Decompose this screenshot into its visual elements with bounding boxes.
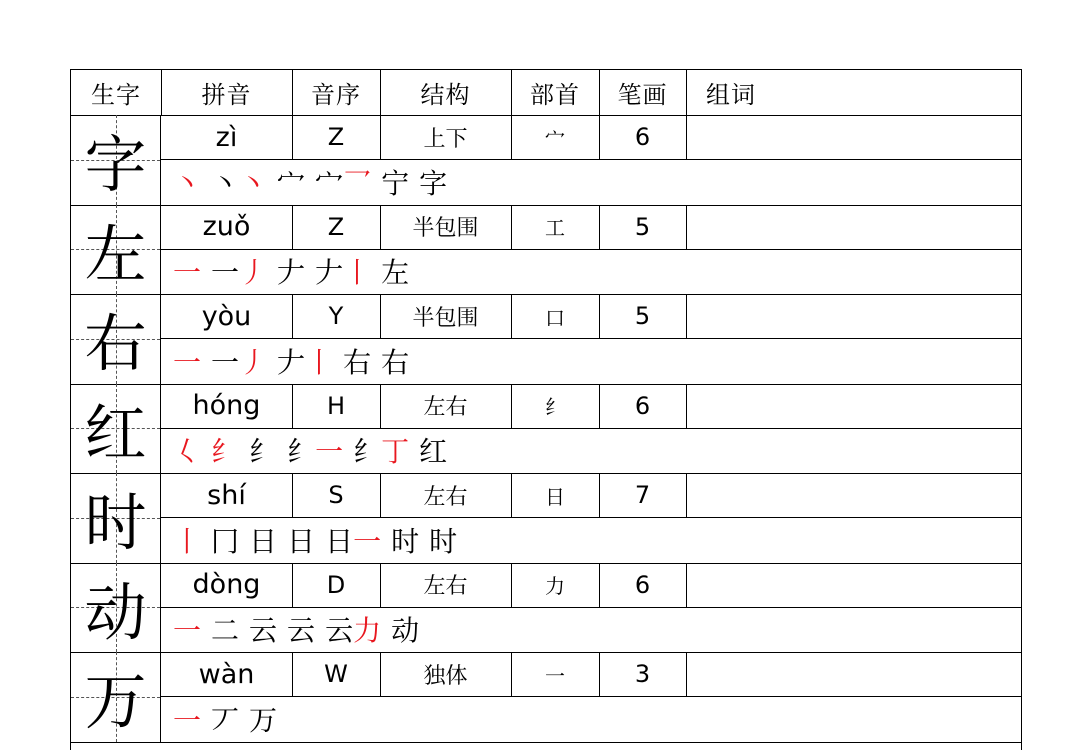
divider [292, 473, 293, 517]
stroke-count-cell: 6 [634, 391, 651, 420]
stroke-step [325, 520, 381, 560]
stroke-count-cell: 5 [634, 212, 651, 241]
stroke-step [325, 609, 381, 649]
divider [599, 563, 600, 607]
divider [511, 473, 512, 517]
stroke-written: 一 [211, 345, 240, 379]
divider [380, 563, 381, 607]
stroke-step [249, 699, 277, 739]
stroke-step [249, 609, 277, 649]
info-row [161, 115, 1021, 160]
stroke-new: 丿 [239, 256, 268, 290]
stroke-order-row [161, 249, 1021, 295]
yinxu-cell: W [324, 660, 348, 688]
stroke-step [277, 162, 305, 202]
divider [380, 384, 381, 428]
divider [161, 70, 162, 115]
stroke-step [315, 162, 371, 202]
pinyin-cell: zì [215, 121, 238, 153]
header-shengzi: 生字 [91, 81, 141, 109]
character-entry [71, 115, 1021, 206]
stroke-written: 宀 [277, 166, 306, 200]
radical-cell: 纟 [545, 395, 565, 419]
radical-cell: 一 [545, 663, 565, 688]
stroke-written: 云 [325, 614, 354, 648]
character-entry [71, 652, 1021, 743]
stroke-step [211, 162, 267, 202]
radical-cell: 口 [545, 305, 565, 330]
stroke-new: 丶 [173, 166, 202, 200]
divider [511, 652, 512, 696]
stroke-written: 日 [325, 524, 354, 558]
divider [599, 70, 600, 115]
stroke-written: 纟 [287, 435, 316, 469]
zuci-cell [686, 205, 1021, 249]
divider [292, 652, 293, 696]
stroke-written: 日 [249, 524, 278, 558]
divider [686, 70, 687, 115]
stroke-written: 右 [343, 345, 372, 379]
divider [599, 384, 600, 428]
stroke-written: 日 [287, 524, 316, 558]
stroke-order-row [161, 159, 1021, 205]
divider [380, 473, 381, 517]
divider [686, 563, 687, 607]
large-character: 左 [84, 217, 147, 291]
stroke-step [429, 520, 457, 560]
stroke-new: 丁 [381, 435, 410, 469]
divider [686, 384, 687, 428]
stroke-step [211, 699, 239, 739]
pinyin-cell: dòng [192, 569, 261, 600]
stroke-order-row [161, 696, 1021, 742]
stroke-step [173, 251, 201, 291]
stroke-written: 云 [249, 614, 278, 648]
stroke-written: 字 [419, 166, 448, 200]
stroke-step [315, 251, 371, 291]
stroke-written: 二 [211, 614, 240, 648]
stroke-written: 宀 [315, 166, 344, 200]
stroke-written: 万 [249, 703, 278, 737]
character-practice-box [71, 384, 161, 474]
header-yinxu: 音序 [311, 81, 361, 109]
divider [511, 115, 512, 159]
large-character: 字 [84, 128, 147, 202]
divider [292, 115, 293, 159]
yinxu-cell: Y [328, 302, 344, 330]
stroke-step [173, 430, 201, 470]
divider [511, 384, 512, 428]
yinxu-cell: Z [327, 123, 345, 151]
stroke-written: 宁 [381, 166, 410, 200]
stroke-count-cell: 5 [634, 302, 651, 330]
stroke-written: 时 [391, 524, 420, 558]
divider [511, 70, 512, 115]
stroke-count-cell: 7 [634, 481, 651, 509]
info-row [161, 563, 1021, 608]
character-entry [71, 205, 1021, 296]
zuci-cell [686, 294, 1021, 338]
stroke-new: 丨 [343, 256, 372, 290]
zuci-cell [686, 384, 1021, 428]
header-structure: 结构 [420, 81, 471, 109]
large-character: 时 [84, 486, 147, 560]
header-row [71, 70, 1021, 116]
stroke-count-cell: 6 [634, 123, 651, 151]
character-entry [71, 563, 1021, 654]
info-row [161, 384, 1021, 429]
stroke-order-row [161, 607, 1021, 653]
divider [380, 70, 381, 115]
stroke-written: 𠂇 [277, 345, 306, 379]
divider [511, 294, 512, 338]
stroke-new: 一 [173, 256, 202, 290]
radical-cell: 日 [545, 484, 565, 509]
info-row [161, 473, 1021, 518]
divider [599, 115, 600, 159]
stroke-step [343, 341, 371, 381]
large-character: 红 [84, 396, 147, 470]
header-radical: 部首 [530, 81, 580, 109]
divider [380, 294, 381, 338]
divider [599, 294, 600, 338]
stroke-written: 云 [287, 614, 316, 648]
stroke-step [277, 341, 333, 381]
stroke-new: 丨 [305, 345, 334, 379]
character-practice-box [71, 563, 161, 653]
stroke-step [211, 430, 239, 470]
stroke-step [381, 251, 409, 291]
stroke-step [173, 162, 201, 202]
pinyin-cell: zuǒ [202, 211, 251, 242]
structure-cell: 上下 [423, 126, 468, 152]
pinyin-cell: wàn [198, 658, 255, 690]
stroke-written: 𠂇 [315, 256, 344, 290]
divider [380, 115, 381, 159]
stroke-written: 红 [419, 435, 448, 469]
stroke-new: 𡿨 [173, 435, 202, 469]
info-row [161, 652, 1021, 697]
stroke-step [381, 341, 409, 381]
stroke-new: 一 [353, 524, 382, 558]
large-character: 动 [84, 575, 147, 649]
character-entry [71, 294, 1021, 385]
radical-cell: 宀 [545, 126, 565, 151]
stroke-step [173, 609, 201, 649]
stroke-step [173, 341, 201, 381]
header-zuci: 组词 [706, 81, 756, 109]
divider [292, 205, 293, 249]
large-character: 万 [84, 665, 147, 739]
stroke-step [419, 162, 447, 202]
header-strokes: 笔画 [617, 81, 668, 109]
yinxu-cell: Z [327, 212, 345, 241]
divider [511, 205, 512, 249]
stroke-step [249, 520, 277, 560]
divider [599, 205, 600, 249]
divider [292, 70, 293, 115]
character-practice-box [71, 115, 161, 205]
divider [686, 205, 687, 249]
stroke-new: 丨 [173, 524, 202, 558]
divider [380, 652, 381, 696]
pinyin-cell: hóng [192, 390, 261, 421]
stroke-written: 丆 [211, 703, 240, 737]
large-character: 右 [84, 307, 147, 381]
divider [599, 473, 600, 517]
character-practice-box [71, 652, 161, 742]
stroke-step [287, 520, 315, 560]
divider [686, 473, 687, 517]
stroke-count-cell: 3 [634, 660, 651, 688]
stroke-written: 时 [429, 524, 458, 558]
stroke-new: 丿 [239, 345, 268, 379]
pinyin-cell: yòu [201, 300, 252, 332]
stroke-step [211, 251, 267, 291]
stroke-new: 一 [173, 345, 202, 379]
stroke-step [353, 430, 409, 470]
stroke-step [211, 609, 239, 649]
divider [292, 384, 293, 428]
stroke-step [287, 430, 343, 470]
character-practice-box [71, 294, 161, 384]
character-entry [71, 384, 1021, 475]
stroke-new: 一 [173, 703, 202, 737]
divider [686, 652, 687, 696]
stroke-order-row [161, 338, 1021, 384]
divider [380, 205, 381, 249]
yinxu-cell: S [328, 481, 344, 509]
divider [292, 294, 293, 338]
stroke-written: 左 [381, 256, 410, 290]
stroke-order-row [161, 517, 1021, 563]
structure-cell: 左右 [423, 395, 468, 420]
stroke-written: 冂 [211, 524, 240, 558]
stroke-count-cell: 6 [634, 570, 651, 599]
stroke-written: 丶 [211, 166, 240, 200]
stroke-written: 右 [381, 345, 410, 379]
zuci-cell [686, 115, 1021, 159]
zuci-cell [686, 652, 1021, 696]
stroke-written: 𠂇 [277, 256, 306, 290]
stroke-new: 一 [173, 614, 202, 648]
structure-cell: 独体 [423, 663, 468, 689]
stroke-written: 纟 [249, 435, 278, 469]
stroke-written: 纟 [353, 435, 382, 469]
character-practice-box [71, 473, 161, 563]
yinxu-cell: H [326, 391, 346, 420]
stroke-step [173, 520, 201, 560]
stroke-written: 动 [391, 614, 420, 648]
divider [686, 115, 687, 159]
divider [686, 294, 687, 338]
stroke-step [211, 520, 239, 560]
character-entry [71, 473, 1021, 564]
stroke-written: 一 [211, 256, 240, 290]
divider [511, 563, 512, 607]
pinyin-cell: shí [207, 479, 246, 511]
stroke-step [391, 520, 419, 560]
stroke-new: 丶 [239, 166, 268, 200]
zuci-cell [686, 563, 1021, 607]
stroke-step [287, 609, 315, 649]
stroke-new: 乛 [343, 166, 372, 200]
stroke-step [173, 699, 201, 739]
stroke-step [391, 609, 419, 649]
structure-cell: 半包围 [412, 216, 479, 241]
stroke-step [419, 430, 447, 470]
stroke-new: 一 [315, 435, 344, 469]
header-pinyin: 拼音 [201, 81, 252, 109]
info-row [161, 205, 1021, 250]
divider [292, 563, 293, 607]
stroke-new: 力 [353, 614, 382, 648]
stroke-step [211, 341, 267, 381]
structure-cell: 半包围 [412, 305, 479, 331]
stroke-step [249, 430, 277, 470]
zuci-cell [686, 473, 1021, 517]
stroke-new: 纟 [211, 435, 240, 469]
character-worksheet-table [70, 69, 1022, 750]
structure-cell: 左右 [423, 484, 468, 510]
stroke-step [381, 162, 409, 202]
structure-cell: 左右 [423, 574, 468, 599]
stroke-order-row [161, 428, 1021, 474]
yinxu-cell: D [326, 570, 346, 599]
divider [599, 652, 600, 696]
radical-cell: 力 [545, 574, 565, 598]
stroke-step [277, 251, 305, 291]
radical-cell: 工 [545, 216, 565, 240]
info-row [161, 294, 1021, 339]
character-practice-box [71, 205, 161, 295]
